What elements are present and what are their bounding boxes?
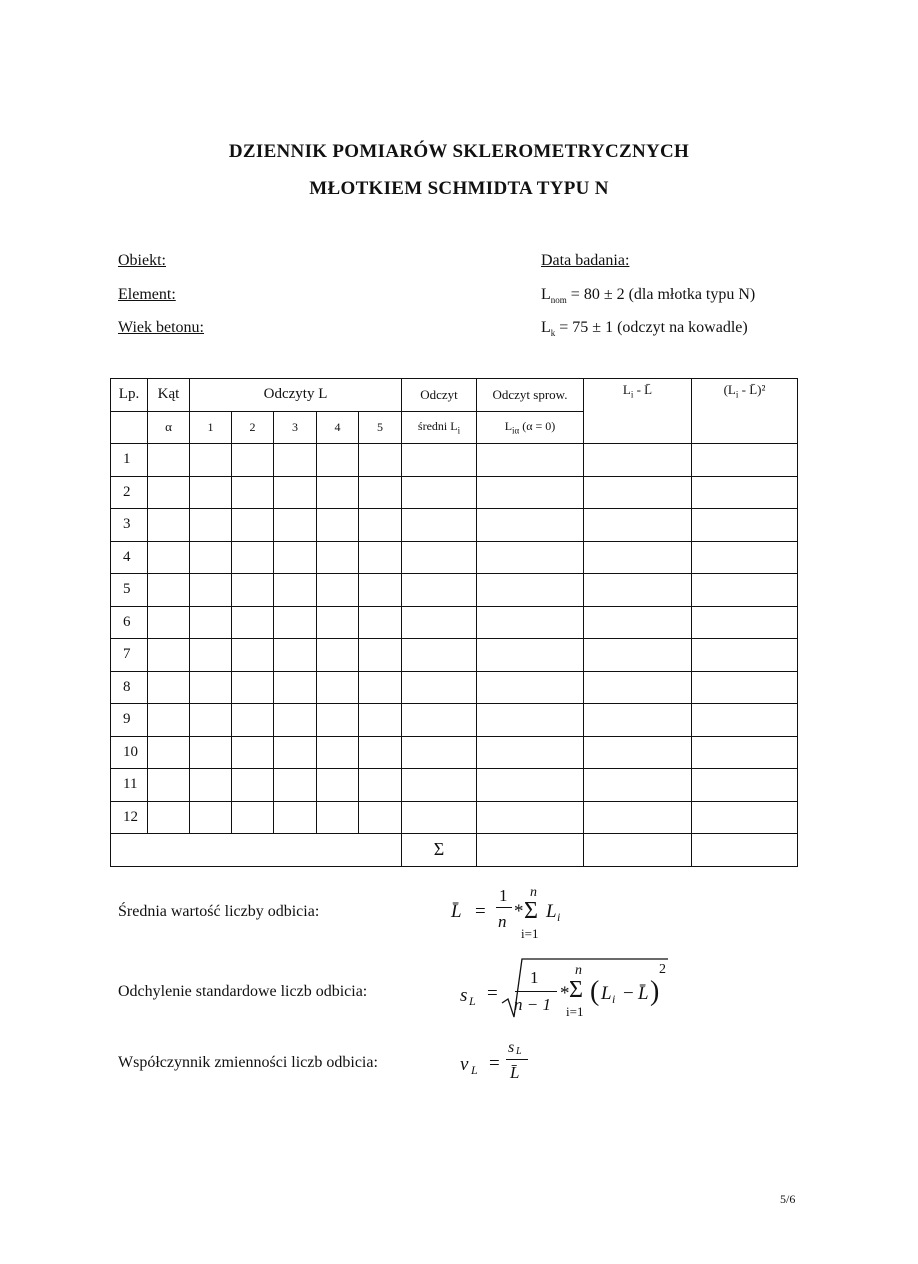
table-cell [148,769,190,802]
table-row [111,704,798,737]
row-number: 12 [111,801,148,834]
table-cell [584,671,692,704]
row-number: 8 [111,671,148,704]
table-cell [584,769,692,802]
header-alpha: α [148,411,190,444]
row-number: 1 [111,444,148,477]
table-cell [402,574,477,607]
table-cell [232,769,274,802]
row-number: 7 [111,639,148,672]
table-cell [692,574,798,607]
table-cell [274,704,317,737]
table-cell [274,736,317,769]
table-cell [359,801,402,834]
table-cell [477,671,584,704]
table-cell [317,704,359,737]
row-number: 2 [111,476,148,509]
table-cell [402,704,477,737]
table-cell [359,574,402,607]
table-cell [232,574,274,607]
table-cell [317,444,359,477]
table-cell [402,736,477,769]
table-cell [692,509,798,542]
table-cell [584,509,692,542]
table-cell [232,444,274,477]
header-difference-squared: ($L_i$ - L̄)² [692,379,798,444]
field-data-badania: Data badania: [541,252,630,269]
table-cell [359,444,402,477]
field-l-k [541,319,748,338]
header-reading-3: 3 [274,411,317,444]
table-cell [232,541,274,574]
table-cell [402,606,477,639]
header-odczyt-sprow: Odczyt sprow. [477,379,584,412]
l-k-text: = 75 ± 1 (odczyt na kowadle) [555,319,748,336]
table-cell [692,736,798,769]
table-cell [317,476,359,509]
l-k-subscript: k [550,328,556,339]
row-number: 6 [111,606,148,639]
table-cell [274,769,317,802]
table-cell [692,444,798,477]
header-odczyty: Odczyty L [190,379,402,412]
table-cell [402,671,477,704]
measurement-table [110,378,798,867]
table-cell [359,671,402,704]
sum-row-label [111,834,402,867]
table-cell [232,801,274,834]
table-cell [402,769,477,802]
table-cell [274,541,317,574]
table-cell [584,639,692,672]
table-cell [148,574,190,607]
table-cell [359,704,402,737]
table-cell [477,639,584,672]
table-cell [274,671,317,704]
table-cell [190,736,232,769]
l-k-symbol: L [541,319,551,336]
table-cell [692,801,798,834]
page-number: 5/6 [780,1192,796,1206]
table-cell [477,769,584,802]
table-cell [274,574,317,607]
table-cell [148,671,190,704]
table-cell [402,541,477,574]
table-cell [317,736,359,769]
cv-label: Współczynnik zmienności liczb odbicia: [118,1054,378,1071]
table-cell [317,639,359,672]
sum-cell-difference-squared [692,834,798,867]
table-cell [232,671,274,704]
table-row [111,574,798,607]
l-nom-symbol: L [541,286,551,303]
row-number: 10 [111,736,148,769]
table-cell [148,541,190,574]
table-cell [190,671,232,704]
table-cell [317,801,359,834]
table-cell [190,541,232,574]
table-cell [477,444,584,477]
table-cell [232,509,274,542]
table-cell [274,639,317,672]
header-odczyt: Odczyt [402,379,477,412]
table-cell [190,476,232,509]
table-cell [148,801,190,834]
table-cell [477,704,584,737]
table-cell [274,509,317,542]
table-cell [190,769,232,802]
table-row [111,736,798,769]
table-cell [584,476,692,509]
table-cell [692,476,798,509]
table-cell [359,736,402,769]
field-obiekt: Obiekt: [118,252,166,269]
l-nom-subscript: nom [550,295,567,306]
table-cell [584,606,692,639]
header-reading-2: 2 [232,411,274,444]
document-title-line-2: MŁOTKIEM SCHMIDTA TYPU N [309,178,609,199]
table-row [111,444,798,477]
table-cell [359,606,402,639]
table-cell [190,704,232,737]
table-cell [692,671,798,704]
table-cell [190,509,232,542]
mean-label: Średnia wartość liczby odbicia: [118,903,320,920]
table-cell [274,606,317,639]
header-difference: $L_i$ - L̄ [584,379,692,444]
table-cell [692,541,798,574]
table-cell [317,574,359,607]
table-cell [148,606,190,639]
table-cell [477,574,584,607]
table-cell [584,704,692,737]
table-row [111,509,798,542]
field-wiek-betonu: Wiek betonu: [118,319,204,336]
table-cell [584,736,692,769]
table-cell [359,541,402,574]
header-reading-5: 5 [359,411,402,444]
header-reading-1: 1 [190,411,232,444]
table-cell [402,509,477,542]
document-title-line-1: DZIENNIK POMIARÓW SKLEROMETRYCZNYCH [228,141,690,162]
table-cell [190,639,232,672]
table-cell [148,639,190,672]
table-cell [402,801,477,834]
table-cell [359,476,402,509]
table-cell [584,801,692,834]
header-sredni: średni $L_i$ [402,411,477,444]
table-cell [692,769,798,802]
table-cell [477,801,584,834]
table-cell [148,509,190,542]
table-cell [584,444,692,477]
table-row [111,639,798,672]
table-cell [317,769,359,802]
table-cell [274,476,317,509]
sum-cell-difference [584,834,692,867]
row-number: 5 [111,574,148,607]
table-cell [317,509,359,542]
table-cell [232,476,274,509]
table-cell [190,444,232,477]
table-cell [692,606,798,639]
table-row [111,476,798,509]
table-cell [148,476,190,509]
sum-cell-l-ia [477,834,584,867]
header-lp-empty [111,411,148,444]
table-cell [317,541,359,574]
table-cell [402,444,477,477]
table-cell [692,639,798,672]
table-cell [190,801,232,834]
table-cell [190,574,232,607]
table-row [111,769,798,802]
table-cell [148,736,190,769]
table-cell [584,574,692,607]
l-nom-text: = 80 ± 2 (dla młotka typu N) [566,286,756,303]
table-cell [232,606,274,639]
std-label: Odchylenie standardowe liczb odbicia: [118,983,368,1000]
table-cell [359,769,402,802]
table-cell [477,541,584,574]
table-cell [477,509,584,542]
table-cell [359,509,402,542]
table-row [111,606,798,639]
header-lp: Lp. [111,379,148,412]
table-cell [232,736,274,769]
table-cell [359,639,402,672]
table-cell [692,704,798,737]
table-cell [232,639,274,672]
field-element: Element: [118,286,176,303]
table-cell [584,541,692,574]
table-cell [317,671,359,704]
row-number: 11 [111,769,148,802]
table-cell [402,476,477,509]
field-l-nom [541,286,755,305]
row-number: 4 [111,541,148,574]
header-reading-4: 4 [317,411,359,444]
table-cell [317,606,359,639]
table-cell [477,736,584,769]
table-cell [148,704,190,737]
table-row [111,801,798,834]
table-cell [274,801,317,834]
sum-symbol: Σ [402,834,477,867]
header-kat: Kąt [148,379,190,412]
table-cell [148,444,190,477]
table-cell [477,476,584,509]
table-cell [274,444,317,477]
table-cell [402,639,477,672]
table-cell [232,704,274,737]
table-row [111,541,798,574]
header-l-ia: $L_{i\alpha}$ (α = 0) [477,411,584,444]
table-cell [477,606,584,639]
table-row [111,671,798,704]
row-number: 3 [111,509,148,542]
row-number: 9 [111,704,148,737]
table-cell [190,606,232,639]
